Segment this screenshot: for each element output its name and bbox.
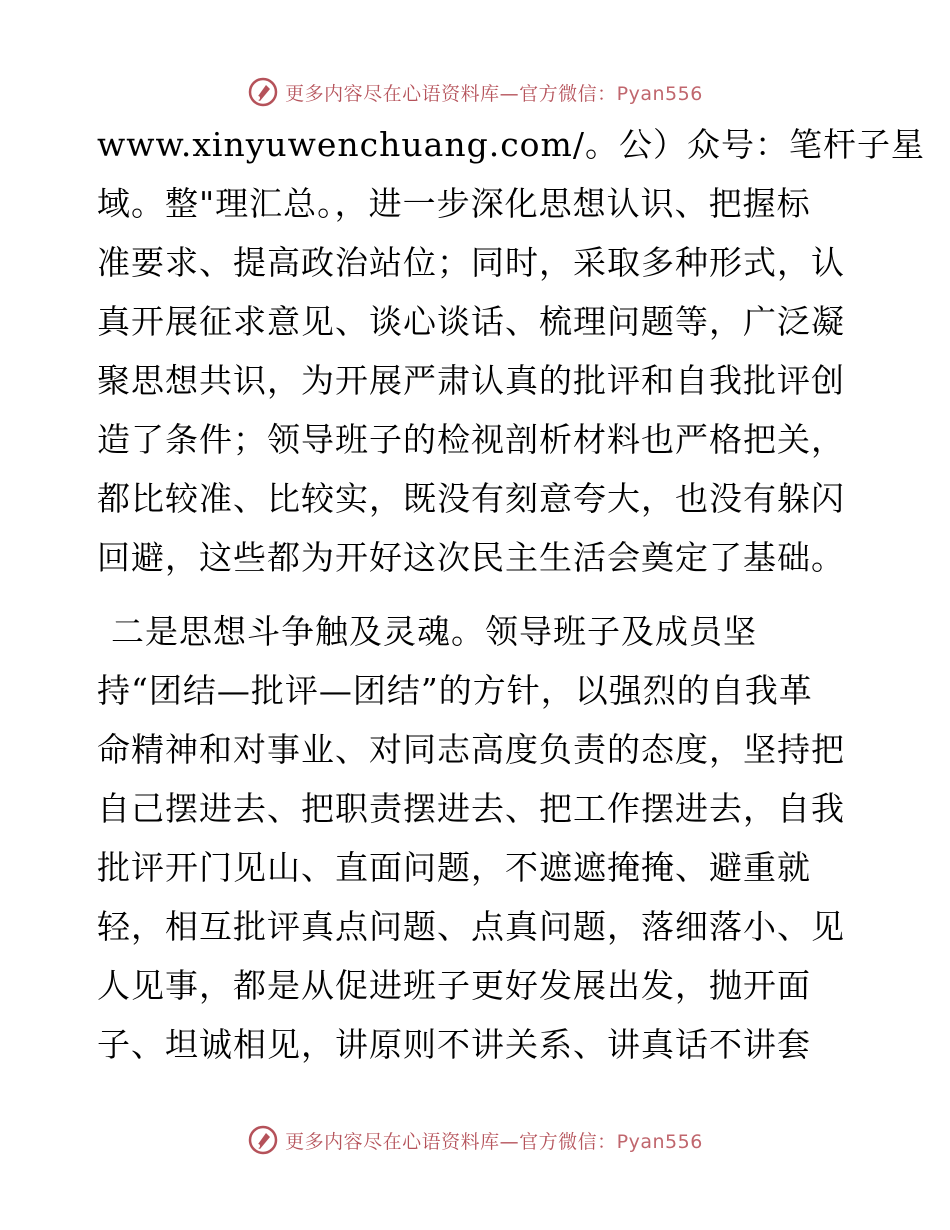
text-line: 命精神和对事业、对同志高度负责的态度，坚持把: [97, 730, 845, 769]
footer-watermark: [0, 1120, 950, 1160]
text-line: 聚思想共识，为开展严肃认真的批评和自我批评创: [97, 361, 845, 400]
text-line: 真开展征求意见、谈心谈话、梳理问题等，广泛凝: [97, 302, 845, 341]
text-line: 持“团结—批评—团结”的方针，以强烈的自我革: [97, 671, 813, 710]
text-line: 子、坦诚相见，讲原则不讲关系、讲真话不讲套: [97, 1025, 811, 1064]
watermark-text: [285, 79, 703, 106]
watermark-handle: Pyan556: [616, 1130, 703, 1153]
text-line: 批评开门见山、直面问题，不遮遮掩掩、避重就: [97, 848, 811, 887]
watermark-site-text: 更多内容尽在心语资料库—官方微信：: [285, 1130, 617, 1153]
text-line: 人见事，都是从促进班子更好发展出发，抛开面: [97, 966, 811, 1005]
document-body: [97, 115, 925, 1074]
text-line: 都比较准、比较实，既没有刻意夸大，也没有躲闪: [97, 479, 845, 518]
text-line: 二是思想斗争触及灵魂。领导班子及成员坚: [111, 612, 757, 651]
paragraph-1: [97, 115, 925, 587]
text-line: 自己摆进去、把职责摆进去、把工作摆进去，自我: [97, 789, 845, 828]
paragraph-2: [97, 602, 867, 1074]
watermark-text: [285, 1127, 703, 1154]
pen-nib-logo-icon: [247, 1124, 279, 1156]
pen-nib-logo-icon: [247, 76, 279, 108]
text-line: www.xinyuwenchuang.com/。公）众号：笔杆子星: [97, 125, 925, 164]
text-line: 造了条件；领导班子的检视剖析材料也严格把关，: [97, 420, 845, 459]
text-line: 轻，相互批评真点问题、点真问题，落细落小、见: [97, 907, 845, 946]
header-watermark: [0, 72, 950, 112]
watermark-handle: Pyan556: [616, 82, 703, 105]
text-line: 域。整"理汇总。，进一步深化思想认识、把握标: [97, 184, 811, 223]
text-line: 准要求、提高政治站位；同时，采取多种形式，认: [97, 243, 845, 282]
watermark-site-text: 更多内容尽在心语资料库—官方微信：: [285, 82, 617, 105]
text-line: 回避，这些都为开好这次民主生活会奠定了基础。: [97, 538, 845, 577]
